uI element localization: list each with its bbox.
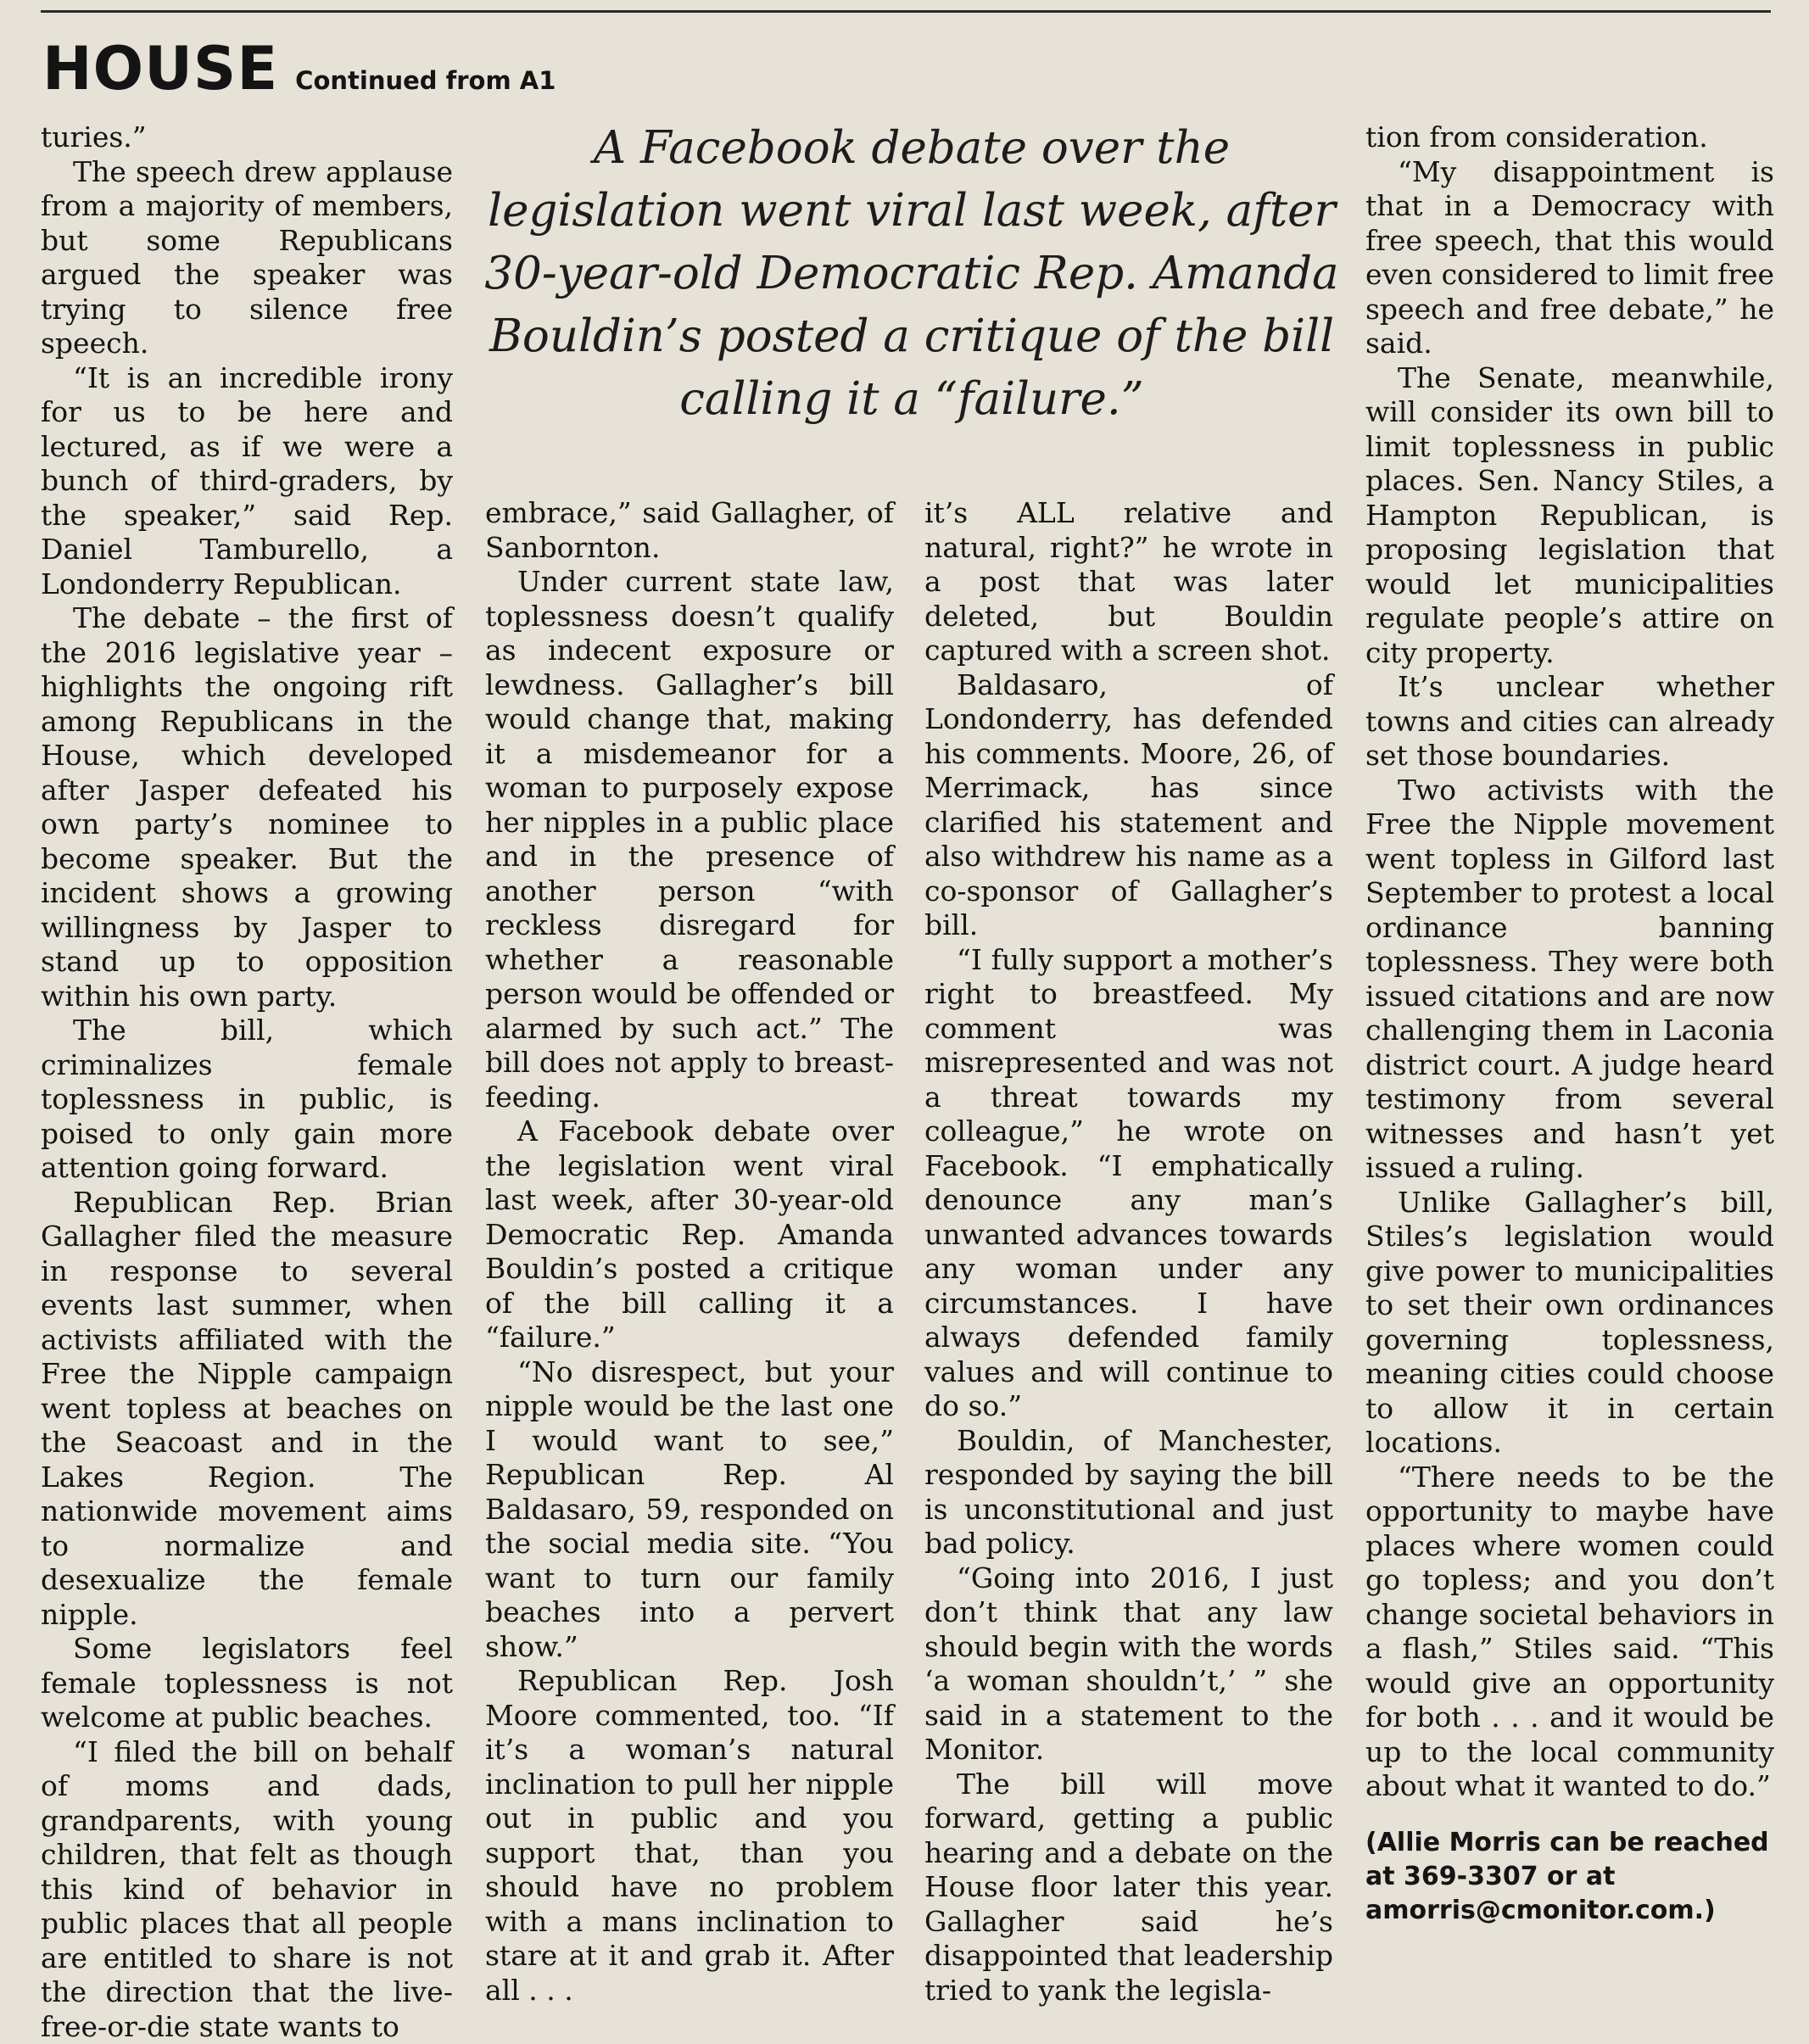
column-1	[41, 120, 453, 1817]
paragraph: It’s unclear whether towns and cities can already set those boundaries.	[1365, 670, 1774, 773]
paragraph: Under current state law, toplessness doesn’t qualify as indecent exposure or lewdness. Gallagher’s bill would change that, making it a misdemeanor for a woman to purposely expose her nipples in a public place and in the presence of another person “with reckless disregard for whether a reasonable person would be offended or alarmed by such act.” The bill does not apply to breast-feeding.	[485, 565, 894, 1114]
paragraph: Two activists with the Free the Nipple movement went topless in Gilford last September to protest a local ordinance banning toplessness. They were both issued citations and are now challenging them in Laconia district court. A judge heard testimony from several witnesses and hasn’t yet issued a ruling.	[1365, 773, 1774, 1186]
paragraph: Unlike Gallagher’s bill, Stiles’s legislation would give power to municipalities to set their own ordinances governing toplessness, meaning cities could choose to allow it in certain locations.	[1365, 1186, 1774, 1460]
paragraph: tion from consideration.	[1365, 120, 1774, 155]
column-4	[1365, 120, 1774, 1817]
paragraph: turies.”	[41, 120, 453, 155]
paragraph: “There needs to be the opportunity to maybe have places where women could go topless; and you don’t change societal behaviors in a flash,” Stiles said. “This would give an opportunity for both . . . and it would be up to the local community about what it wanted to do.”	[1365, 1460, 1774, 1804]
paragraph: Baldasaro, of Londonderry, has defended his comments. Moore, 26, of Merrimack, has since clarified his statement and also withdrew his name as a co-sponsor of Gallagher’s bill.	[924, 668, 1333, 943]
author-credit: (Allie Morris can be reached at 369-3307 or at amorris@cmonitor.com.)	[1365, 1826, 1774, 1928]
paragraph: “My disappointment is that in a Democracy with free speech, that this would even considered to limit free speech and free debate,” he said.	[1365, 155, 1774, 361]
paragraph: Republican Rep. Brian Gallagher filed the measure in response to several events last summer, when activists affiliated with the Free the Nipple campaign went topless at beaches on the Seacoast and in the Lakes Region. The nationwide movement aims to normalize and desexualize the female nipple.	[41, 1186, 453, 1633]
paragraph: Bouldin, of Manchester, responded by saying the bill is unconstitutional and just bad policy.	[924, 1424, 1333, 1561]
continued-label: Continued from A1	[295, 66, 556, 95]
paragraph: Republican Rep. Josh Moore commented, too. “If it’s a woman’s natural inclination to pull her nipple out in public and you support that, than you should have no problem with a mans inclination to stare at it and grab it. After all . . .	[485, 1664, 894, 2008]
paragraph: “No disrespect, but your nipple would be the last one I would want to see,” Republican Rep. Al Baldasaro, 59, responded on the social media site. “You want to turn our family beaches into a pervert show.”	[485, 1355, 894, 1665]
pull-quote: A Facebook debate over the legislation went viral last week, after 30-year-old Democratic Rep. Amanda Bouldin’s posted a critique of the bill calling it a “failure.”	[483, 117, 1340, 431]
paragraph: “It is an incredible irony for us to be here and lectured, as if we were a bunch of third-graders, by the speaker,” said Rep. Daniel Tamburello, a Londonderry Republican.	[41, 361, 453, 602]
paragraph: The speech drew applause from a majority of members, but some Republicans argued the speaker was trying to silence free speech.	[41, 155, 453, 361]
column-3	[924, 496, 1333, 1819]
paragraph: The debate – the first of the 2016 legislative year – highlights the ongoing rift among Republicans in the House, which developed after Jasper defeated his own party’s nominee to become speaker. But the incident shows a growing willingness by Jasper to stand up to opposition within his own party.	[41, 601, 453, 1014]
paragraph: it’s ALL relative and natural, right?” he wrote in a post that was later deleted, but Bouldin captured with a screen shot.	[924, 496, 1333, 668]
paragraph: Some legislators feel female toplessness is not welcome at public beaches.	[41, 1632, 453, 1735]
paragraph: embrace,” said Gallagher, of Sanbornton.	[485, 496, 894, 565]
section-slug: HOUSE	[42, 39, 278, 98]
paragraph: “Going into 2016, I just don’t think that any law should begin with the words ‘a woman shouldn’t,’ ” she said in a statement to the Monitor.	[924, 1561, 1333, 1768]
top-rule	[41, 10, 1771, 13]
paragraph: The bill will move forward, getting a public hearing and a debate on the House floor later this year. Gallagher said he’s disappointed that leadership tried to yank the legisla-	[924, 1768, 1333, 2008]
article-header	[42, 39, 556, 98]
paragraph: The Senate, meanwhile, will consider its own bill to limit toplessness in public places. Sen. Nancy Stiles, a Hampton Republican, is proposing legislation that would let municipalities regulate people’s attire on city property.	[1365, 361, 1774, 671]
paragraph: A Facebook debate over the legislation went viral last week, after 30-year-old Democratic Rep. Amanda Bouldin’s posted a critique of the bill calling it a “failure.”	[485, 1114, 894, 1355]
column-2	[485, 496, 894, 1819]
paragraph: The bill, which criminalizes female toplessness in public, is poised to only gain more attention going forward.	[41, 1014, 453, 1186]
paragraph: “I filed the bill on behalf of moms and dads, grandparents, with young children, that felt as though this kind of behavior in public places that all people are entitled to share is not the direction that the live-free-or-die state wants to	[41, 1735, 453, 2044]
paragraph: “I fully support a mother’s right to breastfeed. My comment was misrepresented and was not a threat towards my colleague,” he wrote on Facebook. “I emphatically denounce any man’s unwanted advances towards any woman under any circumstances. I have always defended family values and will continue to do so.”	[924, 943, 1333, 1424]
